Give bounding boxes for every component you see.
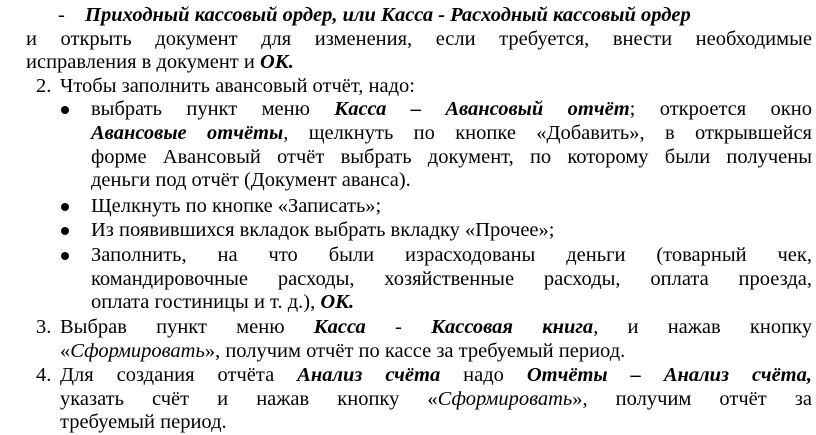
bullet-3-text: Из появившихся вкладок выбрать вкладку «Прочее»;	[91, 219, 555, 241]
item-3-line-2-post: », получим отчёт по кассе за требуемый период.	[204, 340, 626, 362]
item-3-number: 3.	[36, 316, 52, 338]
bullet-icon	[61, 106, 69, 114]
ok-command: ОК.	[320, 291, 355, 313]
ok-command: ОК.	[259, 51, 294, 73]
item-3-line-1	[60, 316, 812, 340]
window-name-advance-reports: Авансовые отчёты	[91, 122, 284, 144]
bullet-4-line-1: Заполнить, на что были израсходованы деньги (товарный чек,	[91, 244, 812, 266]
top-item-line-2: и открыть документ для изменения, если требуется, внести необходимые	[26, 28, 812, 50]
bullet-1-line-4: деньги под отчёт (Документ аванса).	[91, 169, 411, 191]
report-name-account-analysis: Анализ счёта	[297, 364, 441, 386]
item-2-intro: Чтобы заполнить авансовый отчёт, надо:	[60, 75, 416, 97]
item-4-line-2	[60, 388, 812, 412]
menu-cash-book: Кассовая книга	[431, 316, 594, 338]
item-4-line-1	[60, 364, 812, 388]
item-3-line-1-post: , и нажав кнопку	[593, 316, 812, 338]
top-item-line-1: Приходный кассовый ордер, или Касса - Расходный кассовый ордер	[85, 4, 691, 26]
menu-path-advance-report: Касса – Авансовый отчёт	[334, 98, 630, 120]
item-4-line-2-post: », получим отчёт за	[572, 388, 812, 410]
top-item-line-3-text: исправления в документ и	[26, 51, 260, 73]
item-4-number: 4.	[36, 364, 52, 386]
item-4-line-3: требуемый период.	[60, 411, 227, 433]
item-4-line-2-pre: указать счёт и нажав кнопку «	[60, 388, 438, 410]
button-name-generate: Сформировать	[437, 388, 573, 410]
item-2-number: 2.	[36, 75, 52, 97]
item-3-line-2	[60, 340, 625, 364]
button-name-generate: Сформировать	[70, 340, 205, 362]
menu-path-reports-account-analysis: Отчёты – Анализ счёта,	[526, 364, 813, 386]
menu-cash: Касса	[313, 316, 366, 338]
item-4-line-1-pre: Для создания отчёта	[60, 364, 298, 386]
top-item-line-3	[26, 51, 294, 75]
bullet-4-line-3	[91, 291, 354, 315]
bullet-4-line-3-text: оплата гостиницы и т. д.),	[91, 291, 321, 313]
menu-separator: -	[365, 316, 432, 338]
bullet-1-line-1	[91, 98, 812, 122]
bullet-1-line-1-post: ; откроется окно	[629, 98, 812, 120]
bullet-2-text: Щелкнуть по кнопке «Записать»;	[91, 195, 382, 217]
bullet-icon	[61, 252, 69, 260]
item-3-line-1-pre: Выбрав пункт меню	[60, 316, 314, 338]
bullet-1-line-2-post: , щелкнуть по кнопке «Добавить», в открывшейся	[283, 122, 812, 144]
bullet-icon	[61, 227, 69, 235]
bullet-icon	[61, 203, 69, 211]
bullet-1-line-3: форме Авансовый отчёт выбрать документ, по которому были получены	[91, 146, 812, 168]
bullet-4-line-2: командировочные расходы, хозяйственные расходы, оплата проезда,	[91, 268, 812, 290]
dash-marker: -	[58, 4, 65, 26]
bullet-1-line-2	[91, 122, 812, 146]
quote-open: «	[60, 340, 71, 362]
bullet-1-line-1-pre: выбрать пункт меню	[91, 98, 335, 120]
item-4-line-1-mid: надо	[440, 364, 527, 386]
